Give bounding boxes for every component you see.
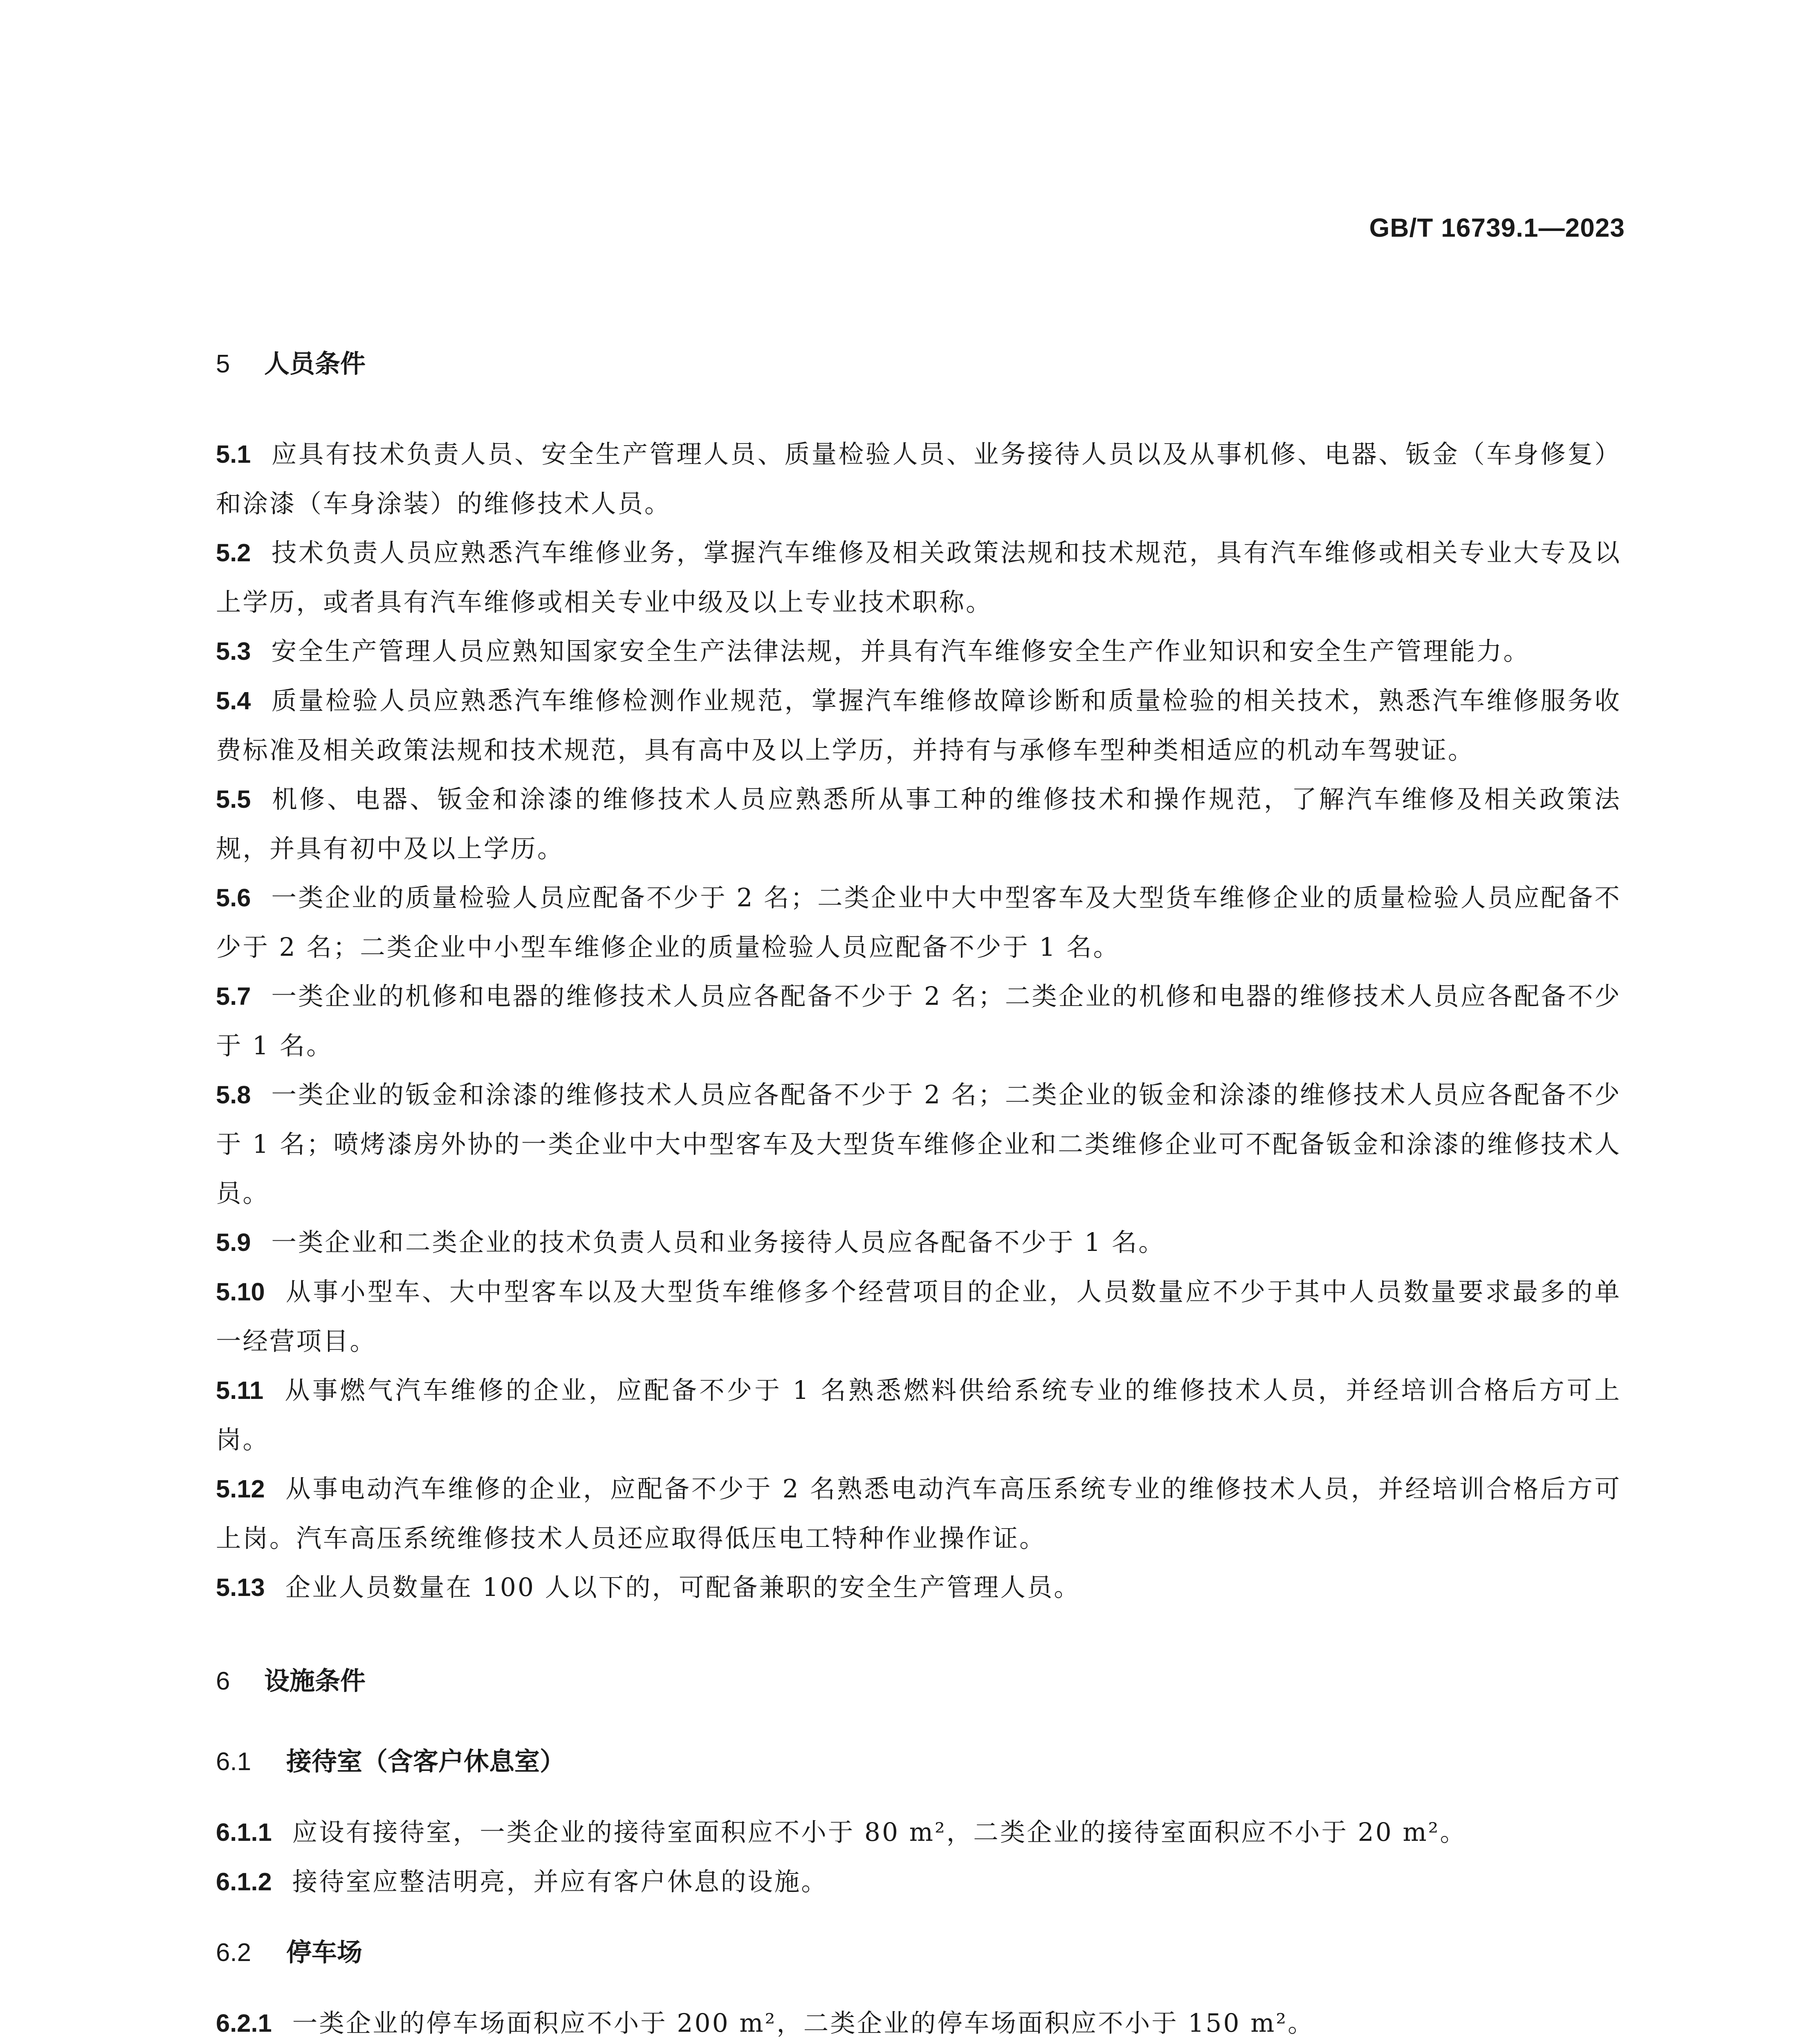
clause-5-11 <box>216 1366 1621 1464</box>
clause-5-2 <box>216 528 1621 627</box>
clause-number: 5.1 <box>216 440 251 468</box>
subsection-6-1-heading <box>216 1741 1621 1782</box>
clause-5-13 <box>216 1563 1621 1612</box>
clause-number: 5.8 <box>216 1081 251 1109</box>
clause-5-10 <box>216 1267 1621 1366</box>
clause-number: 5.6 <box>216 884 251 912</box>
clause-5-6 <box>216 873 1621 972</box>
subsection-number: 6.2 <box>216 1939 251 1967</box>
clause-text: 从事燃气汽车维修的企业，应配备不少于 1 名熟悉燃料供给系统专业的维修技术人员，并经培训合格后方可上岗。 <box>216 1376 1621 1455</box>
clause-5-1 <box>216 430 1621 528</box>
clause-5-9 <box>216 1218 1621 1267</box>
clause-text: 企业人员数量在 100 人以下的，可配备兼职的安全生产管理人员。 <box>285 1573 1081 1602</box>
clause-text: 技术负责人员应熟悉汽车维修业务，掌握汽车维修及相关政策法规和技术规范，具有汽车维修或相关专业大专及以上学历，或者具有汽车维修或相关专业中级及以上专业技术职称。 <box>216 538 1621 617</box>
clause-number: 5.5 <box>216 785 251 814</box>
clause-text: 应设有接待室，一类企业的接待室面积应不小于 80 m²，二类企业的接待室面积应不小于 20 m²。 <box>292 1818 1467 1847</box>
subsection-6-2-heading <box>216 1932 1621 1973</box>
clause-number: 5.10 <box>216 1278 265 1306</box>
subsection-title: 接待室（含客户休息室） <box>286 1746 566 1776</box>
document-body <box>216 343 1621 2044</box>
clause-number: 5.13 <box>216 1573 265 1602</box>
section-title: 人员条件 <box>264 349 366 379</box>
section-number: 5 <box>216 350 230 378</box>
clause-text: 从事电动汽车维修的企业，应配备不少于 2 名熟悉电动汽车高压系统专业的维修技术人员，并经培训合格后方可上岗。汽车高压系统维修技术人员还应取得低压电工特种作业操作证。 <box>216 1474 1621 1553</box>
clause-number: 5.3 <box>216 637 251 666</box>
clause-number: 6.2.1 <box>216 2009 272 2037</box>
clause-5-12 <box>216 1464 1621 1563</box>
clause-number: 5.9 <box>216 1228 251 1257</box>
clause-text: 一类企业的机修和电器的维修技术人员应各配备不少于 2 名；二类企业的机修和电器的维修技术人员应各配备不少于 1 名。 <box>216 982 1621 1060</box>
clause-5-4 <box>216 676 1621 775</box>
section-6-heading <box>216 1661 1621 1702</box>
section-number: 6 <box>216 1667 230 1695</box>
clause-number: 5.11 <box>216 1376 264 1405</box>
clause-text: 一类企业和二类企业的技术负责人员和业务接待人员应各配备不少于 1 名。 <box>271 1228 1165 1257</box>
clause-number: 5.7 <box>216 982 251 1011</box>
standard-code: GB/T 16739.1—2023 <box>1369 213 1625 242</box>
clause-text: 应具有技术负责人员、安全生产管理人员、质量检验人员、业务接待人员以及从事机修、电器、钣金（车身修复）和涂漆（车身涂装）的维修技术人员。 <box>216 439 1621 518</box>
clause-text: 一类企业的钣金和涂漆的维修技术人员应各配备不少于 2 名；二类企业的钣金和涂漆的维修技术人员应各配备不少于 1 名；喷烤漆房外协的一类企业中大中型客车及大型货车维修企业和二类维修企业可不配备钣金和涂漆的维修技术人员。 <box>216 1080 1621 1208</box>
clause-text: 一类企业的质量检验人员应配备不少于 2 名；二类企业中大中型客车及大型货车维修企业的质量检验人员应配备不少于 2 名；二类企业中小型车维修企业的质量检验人员应配备不少于 1 名。 <box>216 883 1621 962</box>
clause-6-2-1 <box>216 1999 1621 2044</box>
clause-number: 5.2 <box>216 539 251 567</box>
clause-5-5 <box>216 775 1621 873</box>
clause-text: 安全生产管理人员应熟知国家安全生产法律法规，并具有汽车维修安全生产作业知识和安全生产管理能力。 <box>271 637 1530 666</box>
clause-6-1-1 <box>216 1808 1621 1857</box>
clause-5-7 <box>216 972 1621 1070</box>
section-5-heading <box>216 343 1621 385</box>
clause-6-1-2 <box>216 1857 1621 1907</box>
subsection-title: 停车场 <box>286 1937 363 1967</box>
clause-5-3 <box>216 627 1621 676</box>
clause-text: 从事小型车、大中型客车以及大型货车维修多个经营项目的企业，人员数量应不少于其中人员数量要求最多的单一经营项目。 <box>216 1277 1621 1356</box>
clause-number: 6.1.1 <box>216 1818 272 1847</box>
clause-text: 接待室应整洁明亮，并应有客户休息的设施。 <box>292 1867 828 1896</box>
clause-text: 机修、电器、钣金和涂漆的维修技术人员应熟悉所从事工种的维修技术和操作规范，了解汽车维修及相关政策法规，并具有初中及以上学历。 <box>216 784 1621 863</box>
subsection-number: 6.1 <box>216 1748 251 1776</box>
clause-text: 一类企业的停车场面积应不小于 200 m²，二类企业的停车场面积应不小于 150 m²。 <box>292 2008 1315 2038</box>
clause-number: 6.1.2 <box>216 1868 272 1896</box>
clause-number: 5.12 <box>216 1475 265 1503</box>
clause-number: 5.4 <box>216 687 251 715</box>
clause-5-8 <box>216 1070 1621 1218</box>
clause-text: 质量检验人员应熟悉汽车维修检测作业规范，掌握汽车维修故障诊断和质量检验的相关技术，熟悉汽车维修服务收费标准及相关政策法规和技术规范，具有高中及以上学历，并持有与承修车型种类相适应的机动车驾驶证。 <box>216 686 1621 765</box>
section-title: 设施条件 <box>264 1666 366 1696</box>
